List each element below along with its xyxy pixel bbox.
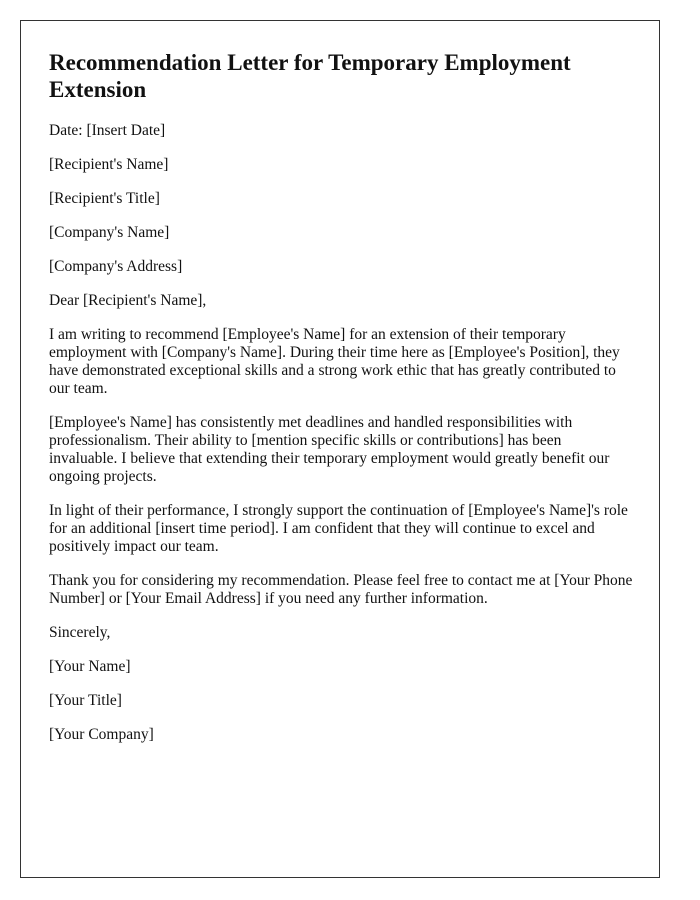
closing: Sincerely, — [49, 624, 111, 641]
letter-content — [49, 49, 633, 760]
body-paragraph-3: In light of their performance, I strongly support the continuation of [Employee's Name]'s role for an additional [insert time period]. I am confident that they will continue to excel and positively impact our team. — [49, 502, 628, 555]
company-address: [Company's Address] — [49, 258, 183, 275]
signer-name: [Your Name] — [49, 658, 131, 675]
body-paragraph-2: [Employee's Name] has consistently met deadlines and handled responsibilities with professionalism. Their ability to [mention specific skills or contributions] has been invaluable. I believe that extending their temporary employment would greatly benefit our ongoing projects. — [49, 414, 610, 485]
salutation: Dear [Recipient's Name], — [49, 292, 207, 309]
letter-page — [20, 20, 660, 878]
signer-title: [Your Title] — [49, 692, 122, 709]
body-paragraph-4: Thank you for considering my recommendation. Please feel free to contact me at [Your Phone Number] or [Your Email Address] if you need any further information. — [49, 572, 633, 607]
letter-date: Date: [Insert Date] — [49, 122, 166, 139]
company-name: [Company's Name] — [49, 224, 170, 241]
body-paragraph-1: I am writing to recommend [Employee's Name] for an extension of their temporary employment with [Company's Name]. During their time here as [Employee's Position], they have demonstrated exceptional skills and a strong work ethic that has greatly contributed to our team. — [49, 326, 620, 397]
recipient-name: [Recipient's Name] — [49, 156, 169, 173]
signer-company: [Your Company] — [49, 726, 154, 743]
letter-title: Recommendation Letter for Temporary Employment Extension — [49, 50, 571, 102]
recipient-title: [Recipient's Title] — [49, 190, 160, 207]
